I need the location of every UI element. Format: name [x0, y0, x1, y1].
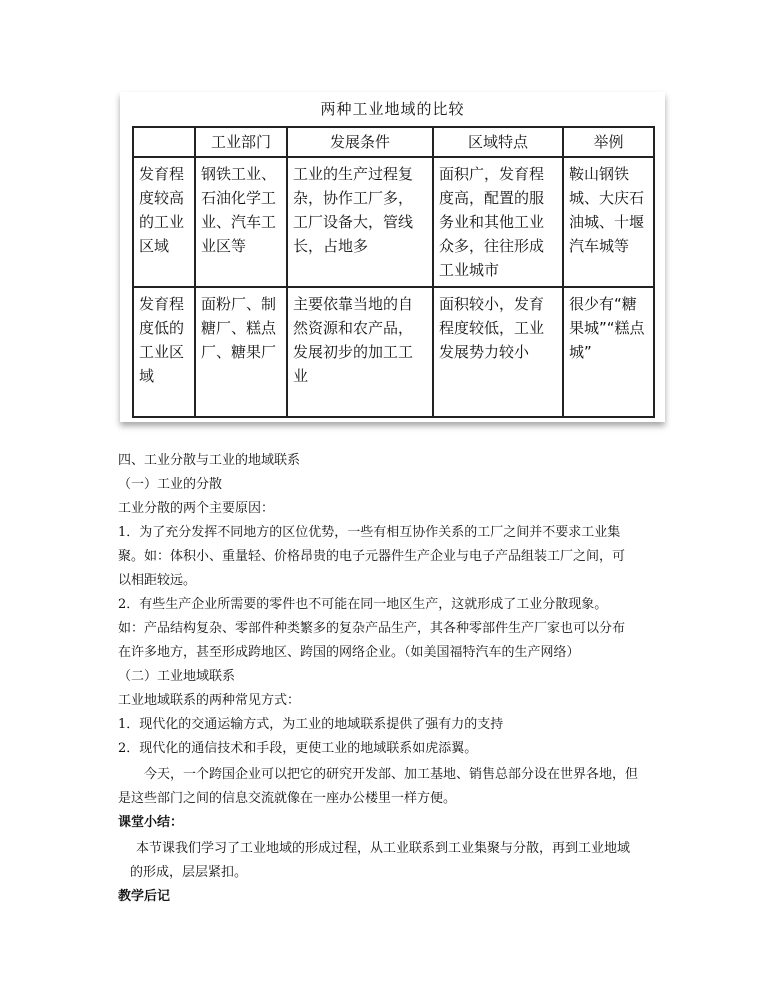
paragraph-line: 在许多地方，甚至形成跨地区、跨国的网络企业。（如美国福特汽车的生产网络） — [118, 645, 580, 660]
paragraph-line: 工业地域联系的两种常见方式： — [118, 693, 301, 708]
header-cell-conditions: 发展条件 — [287, 127, 433, 157]
subsection-heading: （一）工业的分散 — [118, 477, 223, 492]
table-cell: 主要依靠当地的自然资源和农产品，发展初步的加工工业 — [287, 287, 433, 417]
paragraph-line: 工业分散的两个主要原因： — [118, 501, 275, 516]
paragraph-line: 今天，一个跨国企业可以把它的研究开发部、加工基地、销售总部分设在世界各地，但 — [144, 767, 639, 782]
header-cell-examples: 举例 — [563, 127, 654, 157]
table-cell: 面粉厂、制糖厂、糕点厂、糖果厂 — [195, 287, 287, 417]
table-cell: 面积广，发育程度高，配置的服务业和其他工业众多，往往形成工业城市 — [433, 157, 563, 287]
paragraph-line: 本节课我们学习了工业地域的形成过程，从工业联系到工业集聚与分散，再到工业地域 — [136, 841, 631, 856]
subsection-heading: （二）工业地域联系 — [118, 669, 236, 684]
row-label: 发育程度较高的工业区域 — [133, 157, 195, 287]
table-cell: 面积较小，发育程度较低，工业发展势力较小 — [433, 287, 563, 417]
comparison-table-image — [120, 92, 665, 422]
paragraph-line: 的形成，层层紧扣。 — [130, 865, 248, 880]
table-cell: 鞍山钢铁城、大庆石油城、十堰汽车城等 — [563, 157, 654, 287]
paragraph-line: 1．现代化的交通运输方式，为工业的地域联系提供了强有力的支持 — [118, 717, 504, 732]
paragraph-line: 以相距较远。 — [118, 573, 197, 588]
paragraph-line: 2．现代化的通信技术和手段，更使工业的地域联系如虎添翼。 — [118, 741, 478, 756]
table-row — [133, 287, 654, 417]
row-label: 发育程度低的工业区域 — [133, 287, 195, 417]
paragraph-line: 是这些部门之间的信息交流就像在一座办公楼里一样方便。 — [118, 791, 457, 806]
comparison-table — [132, 126, 655, 418]
table-cell: 工业的生产过程复杂，协作工厂多，工厂设备大，管线长，占地多 — [287, 157, 433, 287]
table-row — [133, 157, 654, 287]
header-cell-features: 区域特点 — [433, 127, 563, 157]
header-cell-blank — [133, 127, 195, 157]
header-cell-industry: 工业部门 — [195, 127, 287, 157]
section-heading: 四、工业分散与工业的地域联系 — [118, 453, 301, 468]
table-caption: 两种工业地域的比较 — [320, 100, 465, 118]
table-cell: 很少有“糖果城”“糕点城” — [563, 287, 654, 417]
paragraph-line: 如：产品结构复杂、零部件种类繁多的复杂产品生产，其各种零部件生产厂家也可以分布 — [118, 621, 626, 636]
summary-heading: 课堂小结： — [118, 815, 184, 830]
paragraph-line: 聚。如：体积小、重量轻、价格昂贵的电子元器件生产企业与电子产品组装工厂之间，可 — [118, 549, 626, 564]
paragraph-line: 2．有些生产企业所需要的零件也不可能在同一地区生产，这就形成了工业分散现象。 — [118, 597, 608, 612]
paragraph-line: 1．为了充分发挥不同地方的区位优势，一些有相互协作关系的工厂之间并不要求工业集 — [118, 525, 621, 540]
table-cell: 钢铁工业、石油化学工业、汽车工业区等 — [195, 157, 287, 287]
notes-heading: 教学后记 — [118, 889, 171, 904]
